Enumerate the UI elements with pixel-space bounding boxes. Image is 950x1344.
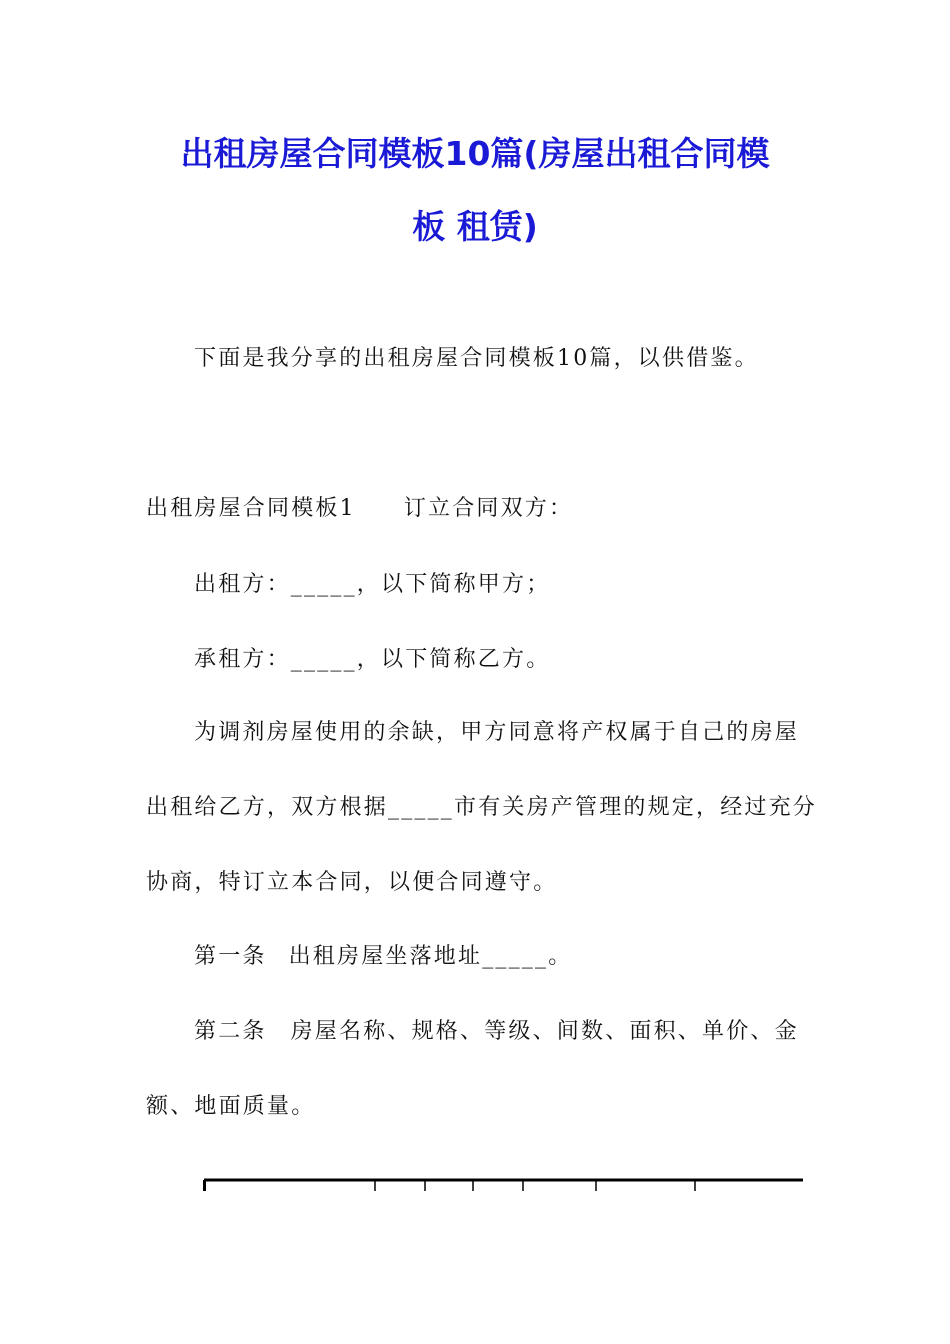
document-title-line-1: 出租房屋合同模板10篇(房屋出租合同模 xyxy=(180,134,770,173)
article-1-label: 第一条 xyxy=(194,944,267,969)
paragraph-1-line-1: 为调剂房屋使用的余缺，甲方同意将产权属于自己的房屋 xyxy=(194,720,800,745)
article-1 xyxy=(194,942,806,972)
article-2 xyxy=(194,1017,806,1047)
paragraph-1-line-2: 出租给乙方，双方根据_____市有关房产管理的规定，经过充分 xyxy=(146,795,818,820)
section-heading-suffix: 订立合同双方： xyxy=(403,496,574,521)
table-top-border xyxy=(203,1177,803,1191)
section-heading-title: 出租房屋合同模板1 xyxy=(146,496,356,521)
article-1-text: 出租房屋坐落地址_____。 xyxy=(288,944,573,969)
lessor-line: 出租方：_____，以下简称甲方； xyxy=(194,572,551,597)
lessee-line: 承租方：_____，以下简称乙方。 xyxy=(194,647,551,672)
document-title-line-2: 板 租赁) xyxy=(412,207,538,246)
intro-paragraph: 下面是我分享的出租房屋合同模板10篇，以供借鉴。 xyxy=(194,346,759,371)
article-2-text: 房屋名称、规格、等级、间数、面积、单价、金 xyxy=(290,1019,799,1044)
article-2-line-2: 额、地面质量。 xyxy=(146,1094,316,1119)
paragraph-1-line-3: 协商，特订立本合同，以便合同遵守。 xyxy=(146,870,558,895)
article-2-label: 第二条 xyxy=(194,1019,267,1044)
section-heading xyxy=(146,494,806,524)
